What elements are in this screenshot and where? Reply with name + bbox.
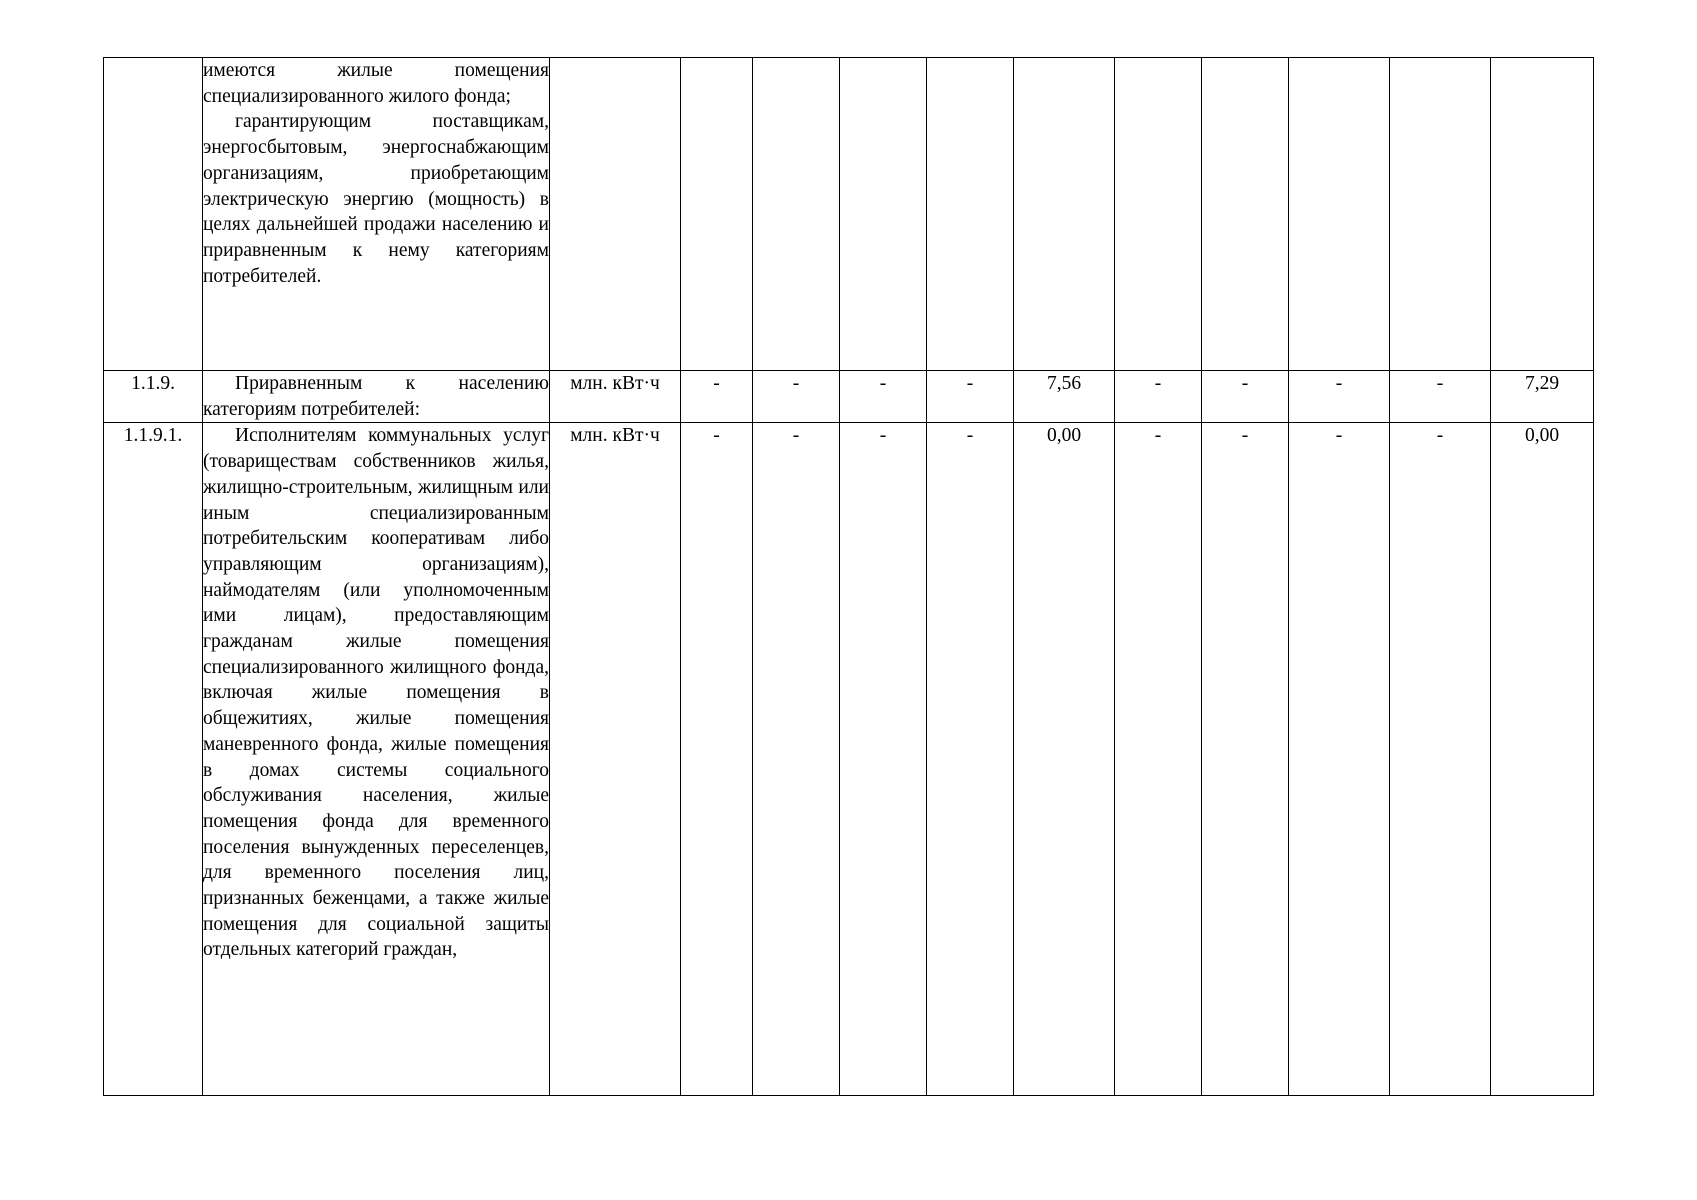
value-cell [840, 58, 927, 371]
row-description-cell [203, 371, 550, 423]
value-cell [1115, 58, 1202, 371]
value-cell: - [1289, 371, 1390, 423]
value-cell: - [681, 371, 753, 423]
value-cell: - [1202, 423, 1289, 1096]
value-cell: - [681, 423, 753, 1096]
table-body [104, 58, 1594, 1096]
value-cell: 7,29 [1491, 371, 1594, 423]
description-paragraph: Приравненным к населению категориям потребителей: [203, 373, 549, 420]
row-number-cell: 1.1.9.1. [104, 423, 203, 1096]
row-description-cell [203, 58, 550, 371]
table-row [104, 58, 1594, 371]
value-cell: - [753, 371, 840, 423]
row-unit-cell: млн. кВт·ч [550, 423, 681, 1096]
value-cell [1202, 58, 1289, 371]
table-row [104, 423, 1594, 1096]
value-cell [753, 58, 840, 371]
row-unit-cell: млн. кВт·ч [550, 371, 681, 423]
row-number-cell [104, 58, 203, 371]
value-cell: - [1289, 423, 1390, 1096]
value-cell: - [840, 371, 927, 423]
data-table [103, 57, 1594, 1096]
value-cell [927, 58, 1014, 371]
description-paragraph: гарантирующим поставщикам, энергосбытовым, энергоснабжающим организациям, приобретающим электрическую энергию (мощность) в целях дальнейшей продажи населению и приравненным к нему категориям потребителей. [203, 111, 549, 287]
description-paragraph: имеются жилые помещения специализированного жилого фонда; [203, 60, 549, 107]
value-cell: - [1390, 371, 1491, 423]
table-row [104, 371, 1594, 423]
value-cell: 7,56 [1014, 371, 1115, 423]
value-cell [1289, 58, 1390, 371]
value-cell: - [1115, 423, 1202, 1096]
row-description-cell [203, 423, 550, 1096]
value-cell [1014, 58, 1115, 371]
value-cell: - [1202, 371, 1289, 423]
value-cell: - [840, 423, 927, 1096]
value-cell: - [1115, 371, 1202, 423]
value-cell [1390, 58, 1491, 371]
value-cell: 0,00 [1014, 423, 1115, 1096]
value-cell [681, 58, 753, 371]
value-cell [1491, 58, 1594, 371]
value-cell: 0,00 [1491, 423, 1594, 1096]
value-cell: - [1390, 423, 1491, 1096]
row-number-cell: 1.1.9. [104, 371, 203, 423]
description-paragraph: Исполнителям коммунальных услуг (товариществам собственников жилья, жилищно-строительным, жилищным или иным специализированным потребительским кооперативам либо управляющим организациям), наймодателям (или уполномоченным ими лицам), предоставляющим гражданам жилые помещения специализированного жилищного фонда, включая жилые помещения в общежитиях, жилые помещения маневренного фонда, жилые помещения в домах системы социального обслуживания населения, жилые помещения фонда для временного поселения вынужденных переселенцев, для временного поселения лиц, признанных беженцами, а также жилые помещения для социальной защиты отдельных категорий граждан, [203, 425, 549, 961]
value-cell: - [753, 423, 840, 1096]
row-unit-cell [550, 58, 681, 371]
value-cell: - [927, 371, 1014, 423]
value-cell: - [927, 423, 1014, 1096]
